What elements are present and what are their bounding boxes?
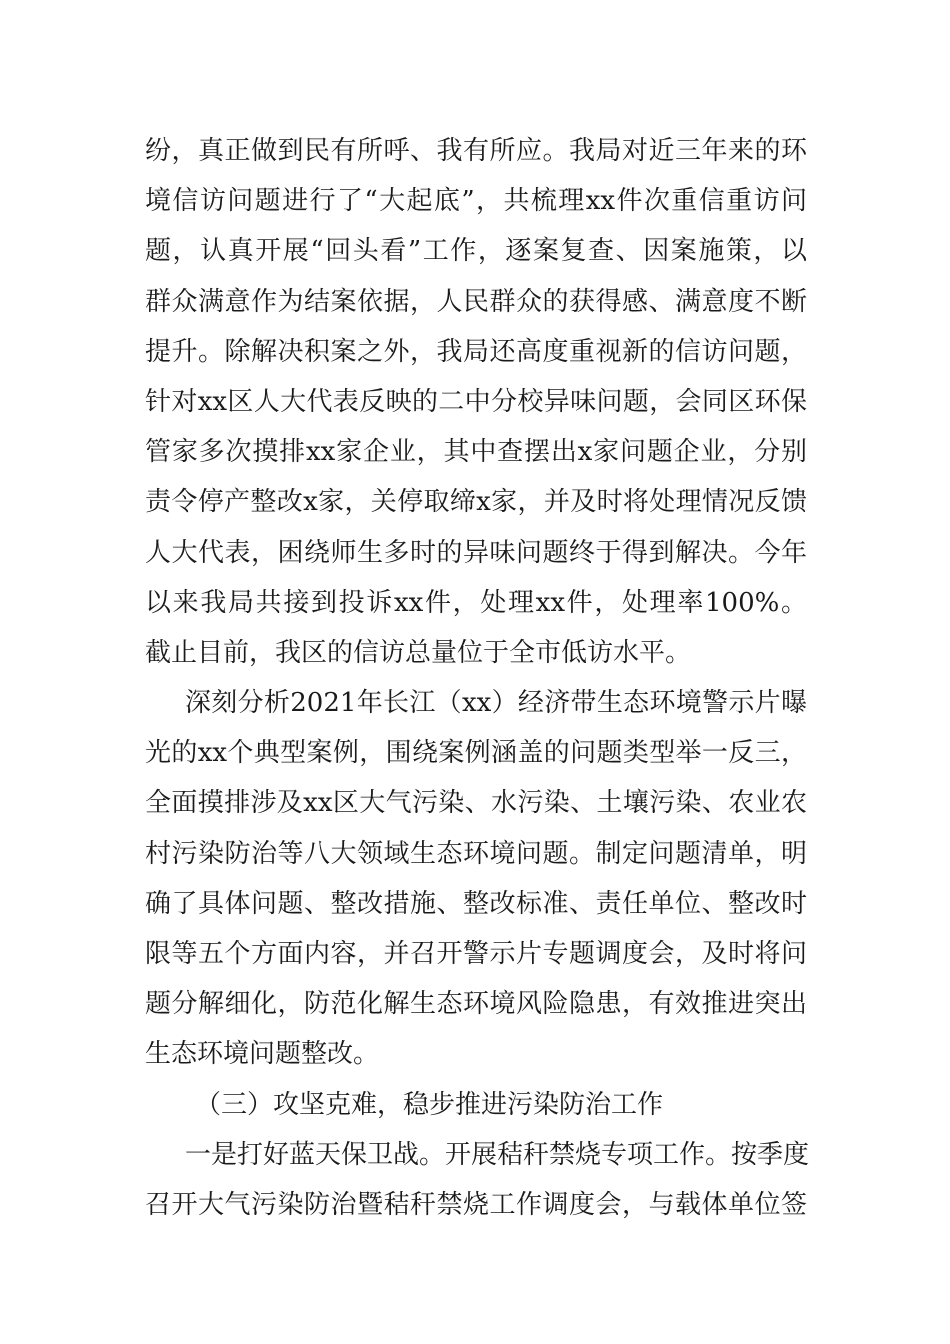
paragraph-1-line-2: 境信访问题进行了“大起底”，共梳理xx件次重信重访问 (145, 186, 807, 217)
paragraph-1-line-11: 截止目前，我区的信访总量位于全市低访水平。 (145, 637, 692, 668)
paragraph-3-line-1: 一是打好蓝天保卫战。开展秸秆禁烧专项工作。按季度 (185, 1139, 810, 1170)
paragraph-1-line-5: 提升。除解决积案之外，我局还高度重视新的信访问题， (145, 336, 807, 367)
paragraph-2-line-6: 限等五个方面内容，并召开警示片专题调度会，及时将问 (145, 939, 807, 969)
paragraph-3-line-2: 召开大气污染防治暨秸秆禁烧工作调度会，与载体单位签 (145, 1189, 807, 1220)
paragraph-1-line-3: 题，认真开展“回头看”工作，逐案复查、因案施策，以 (145, 236, 807, 267)
paragraph-1-line-8: 责令停产整改x家，关停取缔x家，并及时将处理情况反馈 (145, 487, 807, 518)
paragraph-2-line-1: 深刻分析2021年长江（xx）经济带生态环境警示片曝 (185, 688, 807, 719)
paragraph-2-line-3: 全面摸排涉及xx区大气污染、水污染、土壤污染、农业农 (145, 788, 807, 819)
paragraph-1-line-9: 人大代表，困绕师生多时的异味问题终于得到解决。今年 (145, 537, 807, 568)
paragraph-1-line-6: 针对xx区人大代表反映的二中分校异味问题，会同区环保 (145, 386, 807, 417)
paragraph-2-line-2: 光的xx个典型案例，围绕案例涵盖的问题类型举一反三， (145, 738, 807, 769)
paragraph-2-line-8: 生态环境问题整改。 (145, 1039, 380, 1070)
paragraph-1-line-10: 以来我局共接到投诉xx件，处理xx件，处理率100%。 (145, 587, 807, 618)
paragraph-2-line-4: 村污染防治等八大领域生态环境问题。制定问题清单，明 (145, 838, 807, 869)
paragraph-2-line-5: 确了具体问题、整改措施、整改标准、责任单位、整改时 (145, 888, 807, 919)
paragraph-1-line-7: 管家多次摸排xx家企业，其中查摆出x家问题企业，分别 (145, 437, 807, 468)
paragraph-1-line-4: 群众满意作为结案依据，人民群众的获得感、满意度不断 (145, 286, 807, 317)
paragraph-1-line-1: 纷，真正做到民有所呼、我有所应。我局对近三年来的环 (145, 136, 807, 166)
paragraph-2-line-7: 题分解细化，防范化解生态环境风险隐患，有效推进突出 (145, 989, 807, 1020)
section-heading-3: （三）攻坚克难，稳步推进污染防治工作 (195, 1089, 664, 1120)
document-body (145, 126, 810, 1230)
